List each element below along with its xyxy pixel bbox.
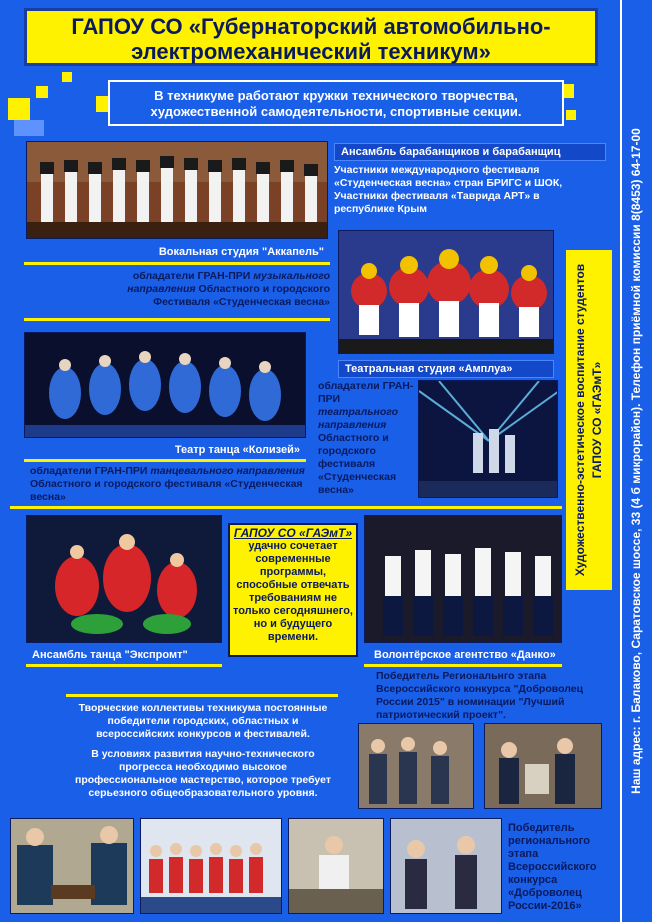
center-box-body: удачно сочетает современные программы, способные отвечать требованиям не только сегодняшнего, но и будущего времени. (232, 540, 353, 643)
divider (24, 459, 306, 462)
drummers-photo (26, 141, 328, 239)
coliseum-desc (30, 465, 306, 504)
deco-square (8, 98, 30, 120)
volunteer-photo-1 (358, 723, 474, 809)
deco-square (62, 72, 72, 82)
theater-desc (318, 380, 414, 497)
vocal-desc-prefix: обладатели ГРАН-ПРИ (132, 270, 254, 282)
divider (26, 664, 222, 667)
divider (66, 694, 338, 697)
divider (10, 506, 562, 509)
bottom-text-2: В условиях развития научно-технического прогресса необходимо высокое профессиональное мастерство, которое требует серьезного общеобразовательного уровня. (75, 748, 331, 799)
divider (24, 318, 330, 321)
sports-photo (140, 818, 282, 914)
vocal-title: Вокальная студия "Аккапель" (24, 244, 330, 260)
theme-text: Художественно-эстетическое воспитание студентов ГАПОУ СО «ГАЭмТ» (573, 263, 604, 577)
theater-desc-suffix: Областного и городского фестиваля «Студенческая весна» (318, 432, 397, 496)
coliseum-photo (24, 332, 306, 438)
volunteer-photo-2 (484, 723, 602, 809)
hairdresser-photo (390, 818, 502, 914)
center-box-head: ГАПОУ СО «ГАЭмТ» (233, 526, 353, 540)
deco-square (566, 110, 576, 120)
divider (24, 262, 330, 265)
vocal-desc-suffix: Областного и городского Фестиваля «Студенческая весна» (153, 283, 330, 308)
vocal-desc (104, 270, 330, 309)
coliseum-title: Театр танца «Колизей» (24, 442, 306, 458)
intro-box: В техникуме работают кружки технического творчества, художественной самодеятельности, спортивные секции. (108, 80, 564, 126)
theater-title: Театральная студия «Амплуа» (338, 360, 554, 378)
divider (364, 664, 562, 667)
theater-desc-prefix: обладатели ГРАН-ПРИ (318, 380, 414, 405)
theater-desc-italic: театрального направления (318, 406, 399, 431)
theater-photo (338, 230, 554, 354)
coliseum-desc-italic: танцевального направления (150, 465, 305, 477)
concert-photo (418, 380, 558, 498)
drummers-desc: Участники международного фестиваля «Студенческая весна» стран БРИГС и ШОК, Участники фестиваля «Таврида АРТ» в республике Крым (334, 164, 563, 215)
deco-square (14, 120, 44, 136)
workshop-photo (288, 818, 384, 914)
bottom-text-1: Творческие коллективы техникума постоянные победители городских, областных и всероссийских конкурсов и фестивалей. (78, 702, 328, 740)
danko-photo (364, 515, 562, 643)
ekspromt-photo (26, 515, 222, 643)
drummers-title: Ансамбль барабанщиков и барабанщиц (334, 143, 606, 161)
coliseum-desc-suffix: Областного и городского фестиваля «Студенческая весна» (30, 478, 303, 503)
chess-photo (10, 818, 134, 914)
regional-win: Победитель регионального этапа Всероссийского конкурса «Доброволец России-2016» (508, 822, 597, 912)
page-title: ГАПОУ СО «Губернаторский автомобильно-электромеханический техникум» (24, 8, 598, 66)
address-text: Наш адрес: г. Балаково, Саратовское шоссе, 33 (4 б микрорайон). Телефон приёмной комиссии 8(8453) 64-17-00 (629, 128, 643, 794)
ekspromt-title: Ансамбль танца "Экспромт" (26, 647, 222, 663)
coliseum-desc-prefix: обладатели ГРАН-ПРИ (30, 465, 151, 477)
volunteer-win: Победитель Региональнго этапа Всероссийского конкурса "Доброволец России 2015" в номинации "Лучший патриотический проект". (376, 670, 584, 721)
center-box (228, 523, 358, 657)
vocal-desc-italic: музыкального направления (127, 270, 330, 295)
deco-square (36, 86, 48, 98)
danko-title: Волонтёрское агентство «Данко» (368, 647, 562, 663)
